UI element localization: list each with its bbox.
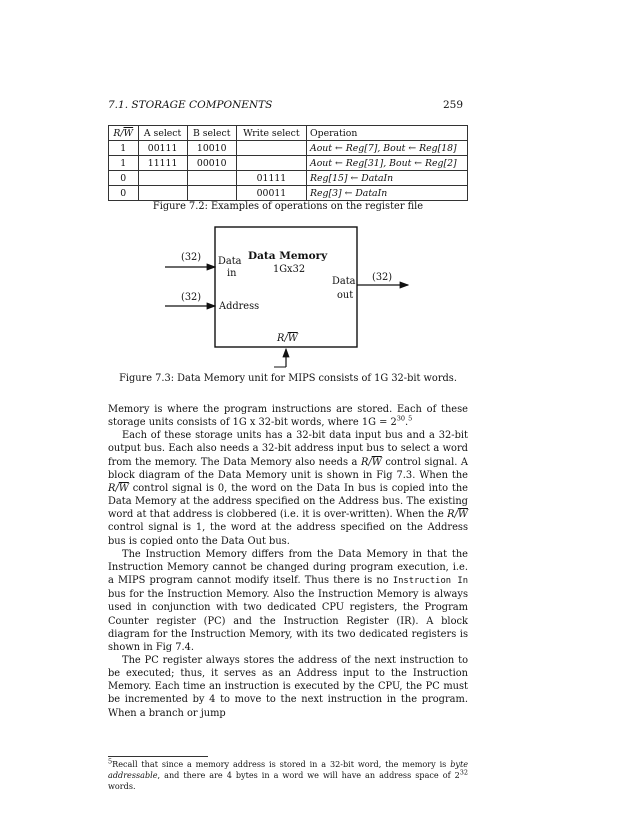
cell-b-select: 10010	[187, 141, 236, 156]
cell-a-select: 00111	[138, 141, 187, 156]
footnote: $^5$Recall that since a memory address is stored in a 32-bit word, the memory is byte addressable, and there are 4 bytes in a word we will have an address space of $2^{32}$ words.	[108, 757, 468, 791]
paragraph: The Instruction Memory differs from the Data Memory in that the Instruction Memory cannot be changed during program execution, i.e. a MIPS program cannot modify itself. Thus there is no Instruction In bus for the Instruction Memory. Also the Instruction Memory is always used in conjunction with two dedicated CPU registers, the Program Counter register (PC) and the Instruction Register (IR). A block diagram for the Instruction Memory, with its two dedicated registers is shown in Fig 7.4.	[108, 548, 468, 653]
memory-size: 1Gx32	[273, 264, 306, 275]
col-header-b-select: B select	[187, 126, 236, 141]
cell-a-select	[138, 171, 187, 186]
data-out-width: (32)	[372, 272, 393, 283]
cell-b-select: 00010	[187, 156, 236, 171]
data-out-label-2: out	[337, 290, 354, 301]
cell-write-select	[236, 156, 306, 171]
data-in-label: Data	[218, 256, 242, 267]
data-out-label: Data	[332, 276, 356, 287]
cell-operation: Aout ← Reg[7], Bout ← Reg[18]	[307, 141, 468, 156]
data-memory-diagram	[160, 222, 420, 370]
cell-rw: 1	[109, 156, 139, 171]
cell-operation: Reg[15] ← DataIn	[307, 171, 468, 186]
body-text	[108, 403, 468, 720]
paragraph: Each of these storage units has a 32-bit data input bus and a 32-bit output bus. Each also needs a 32-bit address input bus to select a word from the memory. The Data Memory also needs a $R/\overline{W}$ control signal. A block diagram of the Data Memory unit is shown in Fig 7.3. When the $R/\overline{W}$ control signal is 0, the word on the Data In bus is copied into the Data Memory at the address specified on the Address bus. The existing word at that address is clobbered (i.e. it is over-written). When the $R/\overline{W}$ control signal is 1, the word at the address specified on the Address bus is copied onto the Data Out bus.	[108, 430, 469, 547]
footnote-mark: 5	[408, 414, 413, 423]
cell-operation: Aout ← Reg[31], Bout ← Reg[2]	[307, 156, 468, 171]
footnote-rule	[108, 756, 208, 757]
col-header-write-select: Write select	[236, 126, 306, 141]
page-header	[108, 99, 463, 111]
col-header-a-select: A select	[138, 126, 187, 141]
cell-write-select: 01111	[236, 171, 306, 186]
memory-title: Data Memory	[248, 250, 328, 262]
figure-7-3-caption: Figure 7.3: Data Memory unit for MIPS consists of 1G 32-bit words.	[119, 373, 457, 384]
address-label: Address	[219, 301, 260, 312]
col-header-rw: $R/\overline{W}$	[109, 126, 139, 141]
table-row	[109, 186, 468, 201]
page-number: 259	[442, 99, 463, 111]
register-file-operations-table	[108, 125, 468, 201]
cell-rw: 0	[109, 171, 139, 186]
paragraph: Memory is where the program instructions are stored. Each of these storage units consists of 1G x 32-bit words, where $1G = 2^{30}.^5$	[108, 404, 468, 429]
paragraph: The PC register always stores the address of the next instruction to be executed; thus, it serves as an Address input to the Instruction Memory. Each time an instruction is executed by the CPU, the PC must be incremented by 4 to move to the next instruction in the program. When a branch or jump	[108, 654, 468, 719]
data-in-label-2: in	[227, 268, 237, 279]
cell-rw: 1	[109, 141, 139, 156]
address-width: (32)	[181, 292, 202, 303]
rw-control-label: $R/\overline{W}$	[277, 333, 298, 344]
section-title: 7.1. STORAGE COMPONENTS	[108, 99, 273, 111]
cell-write-select: 00011	[236, 186, 306, 201]
data-in-width: (32)	[181, 252, 202, 263]
cell-operation: Reg[3] ← DataIn	[307, 186, 468, 201]
table-row	[109, 141, 468, 156]
table-header-row	[109, 126, 468, 141]
figure-7-2-caption: Figure 7.2: Examples of operations on the register file	[152, 201, 424, 212]
cell-b-select	[187, 171, 236, 186]
cell-b-select	[187, 186, 236, 201]
cell-write-select	[236, 141, 306, 156]
cell-a-select: 11111	[138, 156, 187, 171]
cell-a-select	[138, 186, 187, 201]
table-row	[109, 156, 468, 171]
col-header-operation: Operation	[307, 126, 468, 141]
memory-block	[215, 227, 357, 347]
table-row	[109, 171, 468, 186]
cell-rw: 0	[109, 186, 139, 201]
